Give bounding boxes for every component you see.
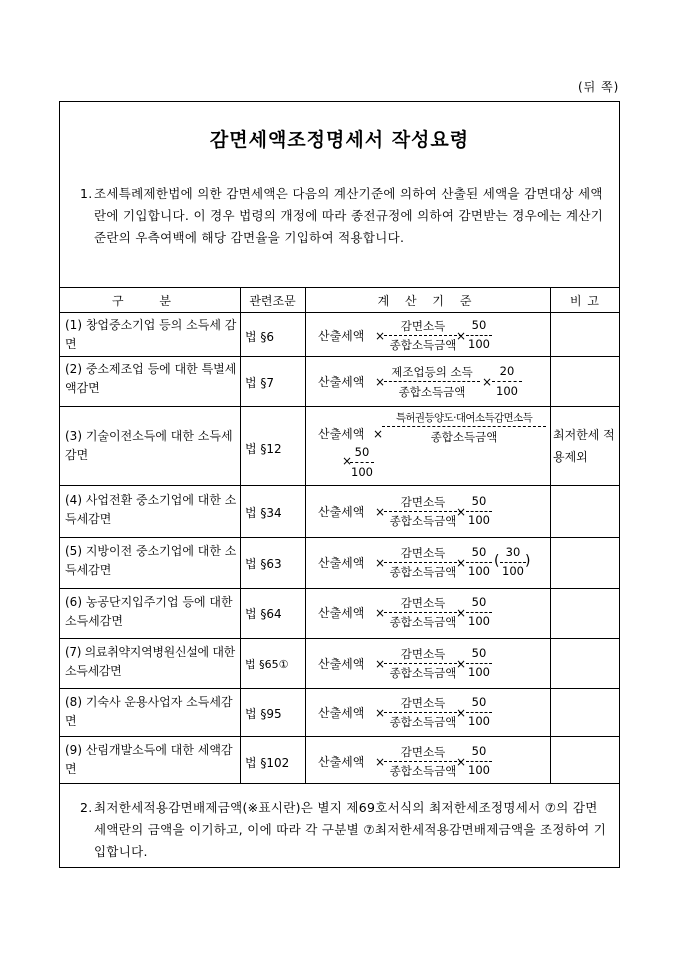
fraction-bar xyxy=(384,712,462,713)
times-sign: × xyxy=(456,657,467,671)
times-sign: × xyxy=(482,375,493,389)
fraction-denominator: 종합소득금액 xyxy=(389,764,457,778)
fraction-numerator: 감면소득 xyxy=(400,745,446,759)
rate-bar xyxy=(466,335,492,336)
row-divider xyxy=(59,537,620,538)
fraction-denominator: 종합소득금액 xyxy=(398,385,466,399)
table-header-divider xyxy=(59,312,620,313)
note-1-number: 1. xyxy=(80,186,93,201)
rate-denominator: 100 xyxy=(351,465,373,479)
fraction-bar xyxy=(382,426,546,427)
rate-numerator: 50 xyxy=(354,445,370,459)
formula-prefix: 산출세액 xyxy=(318,755,365,769)
times-sign: × xyxy=(456,706,467,720)
times-sign: × xyxy=(375,657,386,671)
fraction-numerator: 감면소득 xyxy=(400,495,446,509)
fraction-numerator: 제조업등의 소득 xyxy=(391,365,473,379)
table-top-border xyxy=(59,287,620,288)
times-sign: × xyxy=(375,505,386,519)
fraction-numerator: 특허권등양도·대여소득감면소득 xyxy=(395,412,533,424)
row-law: 법 §63 xyxy=(245,557,282,571)
formula-prefix: 산출세액 xyxy=(318,375,365,389)
row-law: 법 §95 xyxy=(245,707,282,721)
note-2-number: 2. xyxy=(80,800,93,815)
rate2-numerator: 30 xyxy=(505,545,521,559)
row-category: (4) 사업전환 중소기업에 대한 소득세감면 xyxy=(65,493,237,526)
rate-bar xyxy=(466,511,492,512)
row-category: (8) 기숙사 운용사업자 소득세감면 xyxy=(65,695,233,728)
fraction-bar xyxy=(384,663,462,664)
rate-denominator: 100 xyxy=(468,614,490,628)
close-paren: ) xyxy=(525,553,531,569)
fraction-denominator: 종합소득금액 xyxy=(389,615,457,629)
row-law: 법 §12 xyxy=(245,442,282,456)
formula-prefix: 산출세액 xyxy=(318,556,365,570)
row-divider xyxy=(59,588,620,589)
row-law: 법 §7 xyxy=(245,376,275,390)
times-sign: × xyxy=(456,755,467,769)
row-category: (5) 지방이전 중소기업에 대한 소득세감면 xyxy=(65,544,237,577)
header-remark: 비 고 xyxy=(570,294,600,308)
row-law: 법 §102 xyxy=(245,756,290,770)
rate-bar xyxy=(466,663,492,664)
formula-prefix: 산출세액 xyxy=(318,427,365,441)
row-law: 법 §65① xyxy=(245,658,289,671)
fraction-numerator: 감면소득 xyxy=(400,647,446,661)
row-law: 법 §34 xyxy=(245,506,282,520)
column-divider xyxy=(305,287,306,783)
rate-bar xyxy=(466,761,492,762)
times-sign: × xyxy=(342,454,353,468)
formula-prefix: 산출세액 xyxy=(318,706,365,720)
formula-prefix: 산출세액 xyxy=(318,505,365,519)
fraction-bar xyxy=(384,335,462,336)
times-sign: × xyxy=(373,427,384,441)
header-category: 구 분 xyxy=(112,294,187,308)
times-sign: × xyxy=(375,556,386,570)
times-sign: × xyxy=(375,329,386,343)
row-divider xyxy=(59,688,620,689)
times-sign: × xyxy=(375,606,386,620)
rate-bar xyxy=(466,612,492,613)
fraction-denominator: 종합소득금액 xyxy=(389,666,457,680)
row-law: 법 §64 xyxy=(245,607,282,621)
row-category: (3) 기술이전소득에 대한 소득세감면 xyxy=(65,429,233,462)
instruction-note-1 xyxy=(80,183,606,249)
rate-denominator: 100 xyxy=(468,714,490,728)
row-category: (1) 창업중소기업 등의 소득세 감면 xyxy=(65,318,237,351)
row-category: (2) 중소제조업 등에 대한 특별세액감면 xyxy=(65,362,237,395)
fraction-bar xyxy=(384,381,480,382)
formula-prefix: 산출세액 xyxy=(318,329,365,343)
rate-numerator: 20 xyxy=(499,364,515,378)
document-title: 감면세액조정명세서 작성요령 xyxy=(209,129,470,151)
fraction-bar xyxy=(384,761,462,762)
rate-denominator: 100 xyxy=(468,337,490,351)
fraction-denominator: 종합소득금액 xyxy=(389,715,457,729)
fraction-numerator: 감면소득 xyxy=(400,319,446,333)
row-law: 법 §6 xyxy=(245,330,275,344)
row-remark: 최저한세 적용제외 xyxy=(553,428,615,464)
rate-numerator: 50 xyxy=(471,744,487,758)
note-2-text: 최저한세적용감면배제금액(※표시란)은 별지 제69호서식의 최저한세조정명세서 ⑦의 감면세액란의 금액을 이기하고, 이에 따라 각 구분별 ⑦최저한세적용감면배제금액을 조정하여 기입합니다. xyxy=(94,800,607,859)
times-sign: × xyxy=(456,606,467,620)
fraction-bar xyxy=(384,562,462,563)
rate-numerator: 50 xyxy=(471,695,487,709)
fraction-denominator: 종합소득금액 xyxy=(389,514,457,528)
header-law: 관련조문 xyxy=(249,294,296,308)
times-sign: × xyxy=(456,505,467,519)
fraction-numerator: 감면소득 xyxy=(400,596,446,610)
rate-bar xyxy=(350,462,374,463)
back-page-note: (뒤 쪽) xyxy=(578,80,620,94)
fraction-denominator: 종합소득금액 xyxy=(430,430,498,444)
note-1-text: 조세특례제한법에 의한 감면세액은 다음의 계산기준에 의하여 산출된 세액을 감면대상 세액란에 기입합니다. 이 경우 법령의 개정에 따라 종전규정에 의하여 감면받는 경우에는 계산기준란의 우측여백에 해당 감면율을 기입하여 적용합니다. xyxy=(94,186,604,245)
row-divider xyxy=(59,406,620,407)
fraction-numerator: 감면소득 xyxy=(400,696,446,710)
formula-prefix: 산출세액 xyxy=(318,657,365,671)
rate-bar xyxy=(466,712,492,713)
rate-bar xyxy=(492,381,522,382)
rate-denominator: 100 xyxy=(468,665,490,679)
row-category: (6) 농공단지입주기업 등에 대한 소득세감면 xyxy=(65,595,233,628)
instruction-note-2 xyxy=(80,797,608,863)
rate-numerator: 50 xyxy=(471,494,487,508)
rate-bar xyxy=(466,562,492,563)
times-sign: × xyxy=(375,706,386,720)
times-sign: × xyxy=(375,375,386,389)
rate2-denominator: 100 xyxy=(502,564,524,578)
fraction-numerator: 감면소득 xyxy=(400,546,446,560)
row-category: (9) 산림개발소득에 대한 세액감면 xyxy=(65,743,233,776)
rate-numerator: 50 xyxy=(471,646,487,660)
rate-denominator: 100 xyxy=(468,763,490,777)
row-category: (7) 의료취약지역병원신설에 대한 소득세감면 xyxy=(65,645,235,678)
times-sign: × xyxy=(456,329,467,343)
fraction-bar xyxy=(384,612,462,613)
times-sign: × xyxy=(375,755,386,769)
rate-numerator: 50 xyxy=(471,595,487,609)
header-basis: 계 산 기 준 xyxy=(377,294,478,308)
rate2-bar xyxy=(500,562,526,563)
row-divider xyxy=(59,638,620,639)
formula-prefix: 산출세액 xyxy=(318,606,365,620)
table-bottom-border xyxy=(59,783,620,784)
rate-numerator: 50 xyxy=(471,318,487,332)
row-divider xyxy=(59,736,620,737)
rate-denominator: 100 xyxy=(468,564,490,578)
open-paren: ( xyxy=(494,553,500,569)
rate-denominator: 100 xyxy=(468,513,490,527)
fraction-denominator: 종합소득금액 xyxy=(389,338,457,352)
rate-denominator: 100 xyxy=(496,384,518,398)
rate-numerator: 50 xyxy=(471,545,487,559)
column-divider xyxy=(550,287,551,783)
row-divider xyxy=(59,485,620,486)
times-sign: × xyxy=(456,556,467,570)
fraction-denominator: 종합소득금액 xyxy=(389,565,457,579)
fraction-bar xyxy=(384,511,462,512)
row-divider xyxy=(59,356,620,357)
